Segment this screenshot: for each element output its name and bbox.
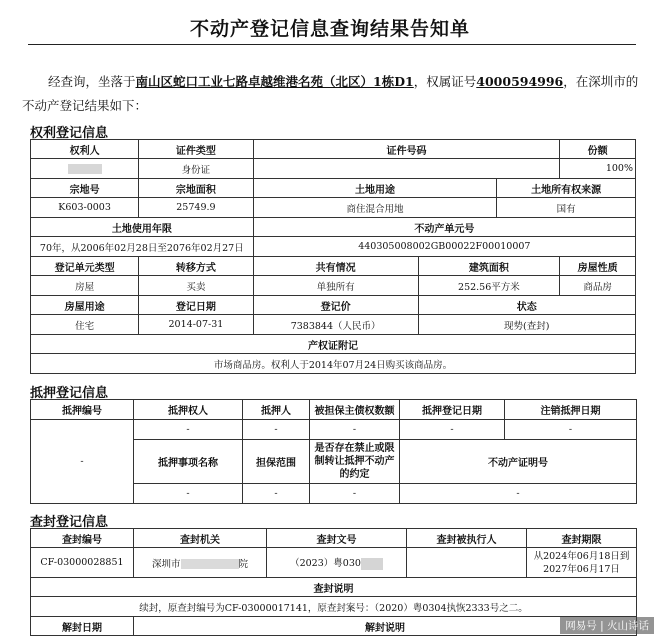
value-cell: - (505, 420, 637, 440)
header-cell: 抵押人 (243, 400, 310, 420)
value-cell: - (400, 484, 637, 504)
header-cell: 土地所有权来源 (497, 179, 636, 198)
table-row (31, 257, 636, 276)
table-row (31, 548, 637, 578)
header-cell: 查封说明 (31, 578, 637, 597)
seizure-section-title: 查封登记信息 (30, 515, 109, 530)
table-row (31, 315, 636, 335)
value-cell: 身份证 (139, 159, 253, 179)
property-address: 南山区蛇口工业七路卓越维港名苑（北区）1栋D1 (135, 74, 414, 89)
table-row (31, 529, 637, 548)
value-cell: - (134, 420, 243, 440)
value-cell: K603-0003 (31, 198, 139, 218)
value-cell: - (310, 420, 400, 440)
value-cell: 商品房 (560, 276, 636, 296)
table-row (31, 420, 637, 440)
mortgage-table (30, 399, 637, 504)
value-cell: 续封，原查封编号为CF-03000017141，原查封案号：（2020）粤0304执恢2333号之二。 (31, 597, 637, 617)
intro-text-3: ，在深圳市的不动产登记结果如下： (22, 74, 639, 113)
header-cell: 建筑面积 (418, 257, 560, 276)
header-cell: 土地用途 (253, 179, 497, 198)
table-row (31, 296, 636, 315)
header-cell: 担保范围 (243, 440, 310, 484)
header-cell: 转移方式 (139, 257, 253, 276)
header-cell: 登记价 (253, 296, 418, 315)
header-cell: 抵押事项名称 (134, 440, 243, 484)
header-cell: 查封被执行人 (407, 529, 527, 548)
value-cell: 房屋 (31, 276, 139, 296)
redacted-owner (31, 159, 139, 179)
table-row (31, 617, 637, 636)
table-row (31, 179, 636, 198)
table-row (31, 218, 636, 237)
value-cell: - (243, 420, 310, 440)
table-row (31, 237, 636, 257)
table-row (31, 140, 636, 159)
table-row (31, 198, 636, 218)
rights-section-title: 权利登记信息 (30, 126, 109, 141)
intro-text-1: 经查询，坐落于 (48, 74, 136, 89)
page-title: 不动产登记信息查询结果告知单 (189, 18, 470, 40)
value-cell: 7383844（人民币） (253, 315, 418, 335)
doc-number: （2023）粤030 (290, 558, 361, 570)
seizure-table (30, 528, 637, 636)
value-cell: 商住混合用地 (253, 198, 497, 218)
value-cell: 现势(查封) (418, 315, 635, 335)
value-cell: 440305008002GB00022F00010007 (253, 237, 635, 257)
header-cell: 宗地面积 (139, 179, 253, 198)
header-cell: 状态 (418, 296, 635, 315)
redacted-authority (181, 559, 239, 569)
header-cell: 土地使用年限 (31, 218, 254, 237)
table-row (31, 400, 637, 420)
table-row (31, 335, 636, 354)
header-cell: 不动产证明号 (400, 440, 637, 484)
header-cell: 登记单元类型 (31, 257, 139, 276)
header-cell: 是否存在禁止或限制转让抵押不动产的约定 (310, 440, 400, 484)
rights-table (30, 139, 636, 374)
mortgage-section-title: 抵押登记信息 (30, 386, 109, 401)
value-cell: 国有 (497, 198, 636, 218)
header-cell: 查封期限 (527, 529, 637, 548)
value-cell: 25749.9 (139, 198, 253, 218)
header-cell: 抵押登记日期 (400, 400, 505, 420)
value-cell: 买卖 (139, 276, 253, 296)
redacted-executed-party (407, 548, 527, 578)
table-row (31, 597, 637, 617)
header-cell: 权利人 (31, 140, 139, 159)
authority-suffix: 院 (238, 558, 249, 570)
value-cell: - (134, 484, 243, 504)
header-cell: 查封机关 (134, 529, 267, 548)
header-cell: 不动产单元号 (253, 218, 635, 237)
authority-prefix: 深圳市 (151, 558, 181, 570)
header-cell: 查封编号 (31, 529, 134, 548)
value-cell: 100% (560, 159, 636, 179)
header-cell: 证件号码 (253, 140, 560, 159)
table-row (31, 578, 637, 597)
table-row (31, 276, 636, 296)
table-row (31, 354, 636, 374)
header-cell: 解封说明 (134, 617, 637, 636)
table-row (31, 159, 636, 179)
value-cell: 市场商品房。权利人于2014年07月24日购买该商品房。 (31, 354, 636, 374)
header-cell: 宗地号 (31, 179, 139, 198)
seizure-period-cell (527, 548, 637, 578)
header-cell: 注销抵押日期 (505, 400, 637, 420)
header-cell: 房屋性质 (560, 257, 636, 276)
header-cell: 份额 (560, 140, 636, 159)
title-underline (28, 44, 636, 45)
value-cell: 单独所有 (253, 276, 418, 296)
value-cell: - (31, 420, 134, 504)
seizure-doc-cell (267, 548, 407, 578)
value-cell: - (310, 484, 400, 504)
header-cell: 被担保主债权数额 (310, 400, 400, 420)
value-cell: 2014-07-31 (139, 315, 253, 335)
value-cell: - (243, 484, 310, 504)
watermark: 网易号 | 火山诗话 (560, 617, 654, 634)
header-cell: 解封日期 (31, 617, 134, 636)
certificate-number: 4000594996 (476, 74, 564, 89)
value-cell: 70年，从2006年02月28日至2076年02月27日 (31, 237, 254, 257)
intro-text-2: ，权属证号 (413, 74, 477, 89)
header-cell: 产权证附记 (31, 335, 636, 354)
header-cell: 抵押编号 (31, 400, 134, 420)
header-cell: 证件类型 (139, 140, 253, 159)
value-cell: CF-03000028851 (31, 548, 134, 578)
period-end: 2027年06月17日 (543, 563, 620, 575)
header-cell: 登记日期 (139, 296, 253, 315)
header-cell: 共有情况 (253, 257, 418, 276)
header-cell: 房屋用途 (31, 296, 139, 315)
header-cell: 查封文号 (267, 529, 407, 548)
redacted-id-number (253, 159, 560, 179)
value-cell: - (400, 420, 505, 440)
value-cell: 252.56平方米 (418, 276, 560, 296)
intro-paragraph (22, 70, 642, 118)
period-start: 从2024年06月18日到 (533, 550, 630, 562)
value-cell: 住宅 (31, 315, 139, 335)
redacted-doc-number (361, 558, 383, 570)
seizure-authority-cell (134, 548, 267, 578)
header-cell: 抵押权人 (134, 400, 243, 420)
